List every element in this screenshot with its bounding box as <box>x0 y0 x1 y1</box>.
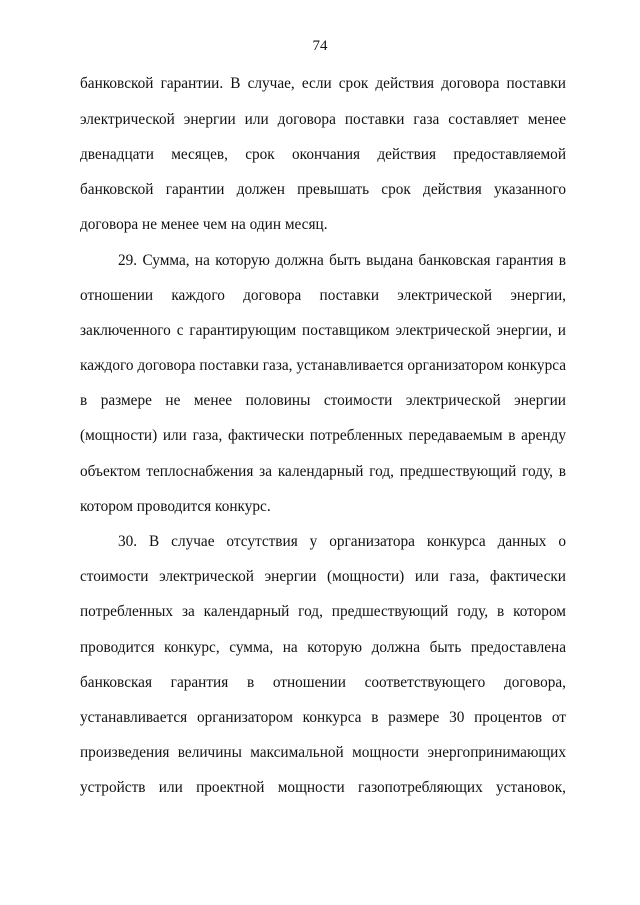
text-line: проводится конкурс, сумма, на которую должна быть предоставлена <box>80 639 566 656</box>
text-line: (мощности) или газа, фактически потребленных передаваемым в аренду <box>80 427 566 444</box>
text-line: электрической энергии или договора поставки газа составляет менее <box>80 111 566 128</box>
text-line: в размере не менее половины стоимости электрической энергии <box>80 392 566 409</box>
text-line: 29. Сумма, на которую должна быть выдана банковская гарантия в <box>118 252 566 269</box>
text-line: договора не менее чем на один месяц. <box>80 216 328 233</box>
text-line: объектом теплоснабжения за календарный год, предшествующий году, в <box>80 463 566 480</box>
text-line: банковская гарантия в отношении соответствующего договора, <box>80 674 566 691</box>
text-line: 30. В случае отсутствия у организатора конкурса данных о <box>118 533 566 550</box>
text-line: отношении каждого договора поставки электрической энергии, <box>80 287 566 304</box>
text-line: банковской гарантии должен превышать срок действия указанного <box>80 181 566 198</box>
text-line: устанавливается организатором конкурса в размере 30 процентов от <box>80 709 566 726</box>
text-line: котором проводится конкурс. <box>80 498 271 515</box>
text-line: стоимости электрической энергии (мощности) или газа, фактически <box>80 568 566 585</box>
text-line: двенадцати месяцев, срок окончания действия предоставляемой <box>80 146 566 163</box>
text-line: каждого договора поставки газа, устанавливается организатором конкурса <box>80 357 566 374</box>
text-line: банковской гарантии. В случае, если срок действия договора поставки <box>80 75 566 92</box>
text-line: заключенного с гарантирующим поставщиком электрической энергии, и <box>80 322 566 339</box>
text-line: произведения величины максимальной мощности энергопринимающих <box>80 744 566 761</box>
page-number: 74 <box>312 38 328 54</box>
text-line: устройств или проектной мощности газопотребляющих установок, <box>80 779 566 796</box>
text-line: потребленных за календарный год, предшествующий году, в котором <box>80 603 566 620</box>
